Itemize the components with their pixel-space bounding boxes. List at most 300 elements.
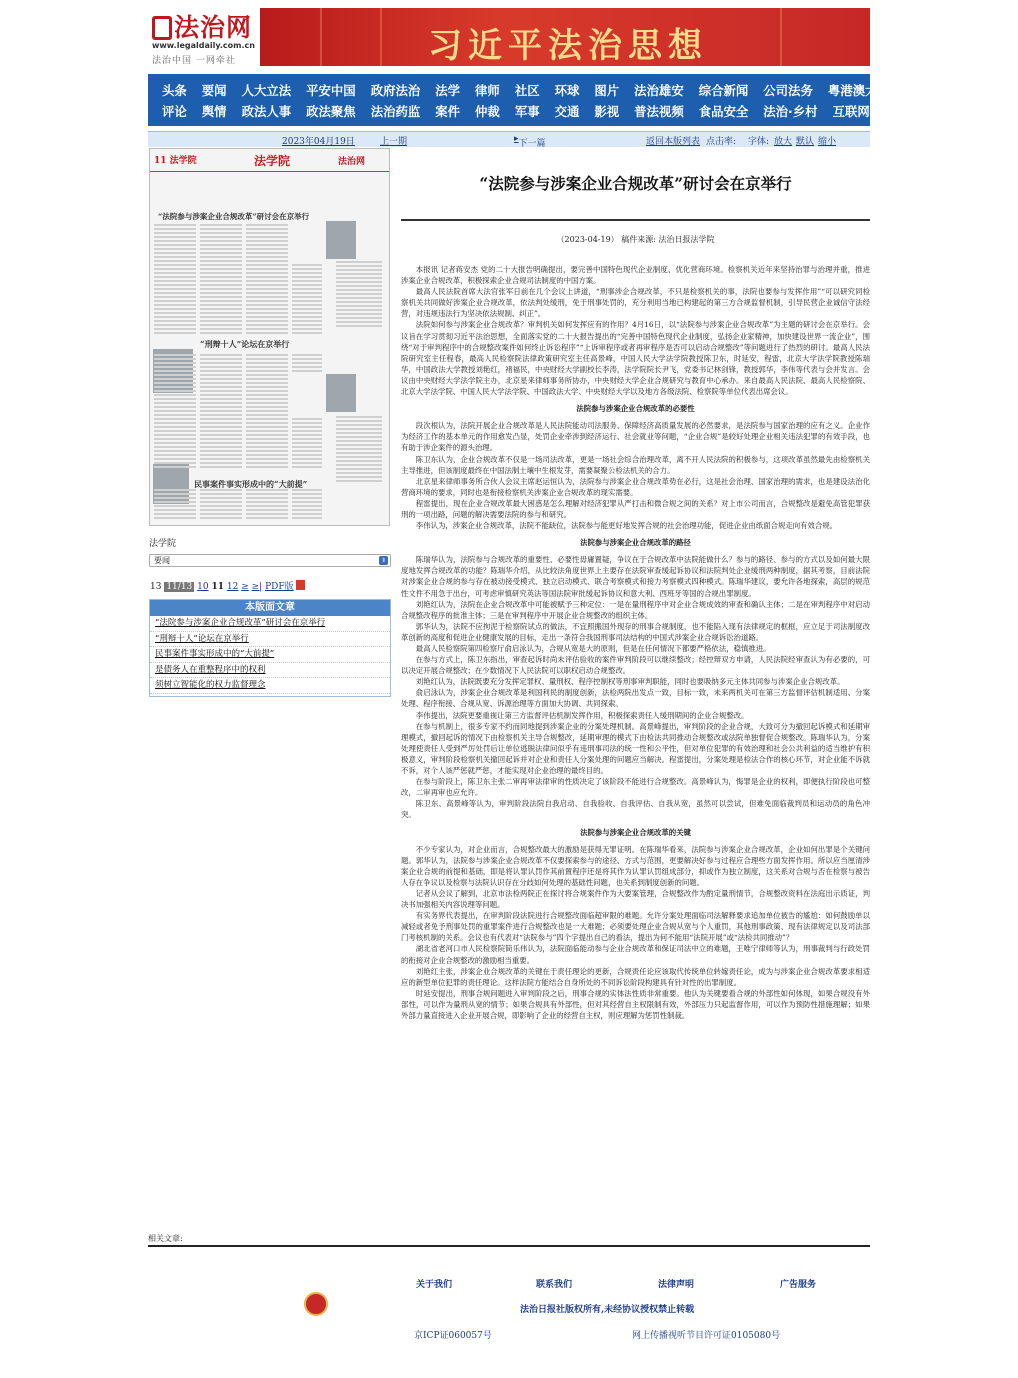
thumb-text-line [246, 434, 288, 436]
thumb-text-line [246, 296, 288, 298]
nav-item[interactable]: 法治药监 [370, 104, 421, 119]
thumb-text-line [246, 410, 288, 412]
thumb-text-line [154, 224, 196, 226]
nav-item[interactable]: 社区 [514, 83, 540, 98]
main-nav [148, 74, 903, 126]
thumb-text-line [200, 497, 242, 499]
thumb-photo [326, 374, 356, 412]
thumb-text-line [292, 264, 322, 266]
thumb-text-line [292, 430, 322, 432]
nav-item[interactable]: 政法人事 [241, 104, 292, 119]
article-subheading: 法院参与涉案企业合规改革的路径 [580, 538, 691, 548]
page-wrapper [148, 0, 903, 1378]
thumb-text-line [154, 228, 196, 230]
thumb-text-line [292, 268, 322, 270]
thumb-text-line [200, 406, 242, 408]
thumb-text-line [336, 432, 382, 434]
thumb-text-line [200, 272, 242, 274]
thumb-text-line [154, 316, 196, 318]
thumb-text-line [246, 358, 288, 360]
newspaper-page-thumbnail[interactable] [149, 148, 390, 526]
article-paragraph: 不少专家认为，对企业而言，合规整改最大的激励是获得无罪证明。在陈瑞华看来，法院参与涉案企业合规改革，企业如何出罪是个关键问题。郭华认为，法院参与涉案企业合规改革不仅要探索参与的途径、方式与范围，更要解决好参与过程应合理些方面发挥作用。所以应当厘清涉案企业合规的前提和基础，即是将认罪认罚作其前置程序还是将其作为认罪认罚组成部分，抑或作为独立制度，这关系对合规与否在检察与被告人存在争议以及检察与法院认识存在分歧如何处理的基础性问题，也关系到制度创新的问题。 [401, 844, 870, 887]
thumb-text-line [200, 244, 242, 246]
thumb-text-line [200, 398, 242, 400]
thumb-text-line [292, 272, 322, 274]
thumb-text-line [154, 252, 196, 254]
article-paragraph: 段次根认为，法院开展企业合规改革是人民法院能动司法服务、保障经济高质量发展的必然要求，是法院参与国家治理的应有之义。企业作为经济工作的基本单元的作用愈发凸显，处罚企业牵涉到经济运行、社会就业等问题，“企业合规”是较好处理企业相关违法犯罪的有效手段，也有助于涉企案件的源头治理。 [401, 421, 870, 453]
thumb-text-line [292, 366, 322, 368]
thumb-text-line [246, 398, 288, 400]
thumb-text-line [154, 264, 196, 266]
thumb-text-line [154, 394, 196, 396]
thumb-text-line [154, 505, 196, 507]
thumb-text-line [246, 224, 288, 226]
thumb-text-line [336, 297, 382, 299]
nav-item[interactable]: 人大立法 [241, 83, 292, 98]
pager-this-page: 11 [211, 582, 224, 592]
nav-item[interactable]: 公司法务 [763, 83, 813, 98]
thumb-text-line [154, 276, 196, 278]
nav-item[interactable]: 仲裁 [475, 104, 500, 119]
issue-date-link[interactable]: 2023年04月19日 [282, 137, 355, 147]
footer-icp[interactable]: 京ICP证060057号 [414, 1331, 492, 1341]
thumb-text-line [154, 390, 196, 392]
thumb-text-line [292, 422, 322, 424]
thumb-text-line [200, 462, 242, 464]
article-subheading: 法院参与涉案企业合规改革的关键 [580, 827, 691, 837]
thumb-text-line [292, 458, 322, 460]
thumb-text-line [336, 321, 382, 323]
article-paragraph: 刘艳红认为，法院既要充分发挥定罪权、量刑权、程序控制权等刑事审判职能，同时也要吸纳多元主体共同参与涉案企业合规改革。 [415, 677, 845, 687]
nav-item[interactable]: 综合新闻 [698, 83, 749, 98]
thumb-text-line [292, 454, 322, 456]
thumb-text-line [200, 378, 242, 380]
thumb-text-line [336, 460, 382, 462]
thumb-text-line [200, 390, 242, 392]
hits-label: 点击率: [706, 137, 737, 147]
font-default-link[interactable]: 默认 [796, 137, 815, 147]
article-paragraph: 记者从会议了解到，北京市法检两院正在探讨将合规案件作为大要案管理，合规整改作为酌定量刑情节，合规整改资料在法庭出示质证，判决书加强相关内容说理等问题。 [401, 888, 870, 910]
pager-current: 11/13 [166, 582, 193, 592]
thumb-text-line [154, 406, 196, 408]
thumb-text-line [154, 366, 196, 368]
thumb-text-line [154, 489, 196, 491]
chevron-down-icon: ⇕ [380, 557, 387, 564]
thumb-text-line [154, 240, 196, 242]
logo-url: www.legaldaily.com.cn [152, 41, 255, 50]
thumb-text-line [246, 264, 288, 266]
thumb-headline-2: “刑辩十人”论坛在京举行 [200, 339, 290, 349]
thumb-text-line [292, 308, 322, 310]
pager-next-page[interactable]: 12 [226, 582, 239, 592]
nav-item[interactable]: 政府法治 [370, 83, 421, 98]
thumb-text-line [200, 276, 242, 278]
thumb-text-line [292, 358, 322, 360]
thumb-text-line [292, 446, 322, 448]
thumb-text-line [292, 312, 322, 314]
nav-item[interactable]: 互联网法治 [832, 104, 895, 119]
thumb-text-line [200, 422, 242, 424]
thumb-text-line [154, 332, 196, 334]
pdf-link[interactable]: PDF版 [265, 582, 294, 592]
thumb-text-line [336, 281, 382, 283]
thumb-text-line [246, 446, 288, 448]
thumb-text-line [246, 276, 288, 278]
nav-item[interactable]: 要闻 [201, 83, 227, 98]
page-select[interactable]: 要闻 ⇕ [149, 554, 391, 567]
nav-item[interactable]: 影视 [594, 104, 620, 119]
thumb-text-line [246, 418, 288, 420]
thumb-text-line [154, 236, 196, 238]
thumb-text-line [154, 232, 196, 234]
thumb-text-line [292, 466, 322, 468]
thumb-text-line [154, 256, 196, 258]
nav-item[interactable]: 律师 [475, 83, 500, 98]
thumb-text-line [154, 450, 196, 452]
thumb-text-line [154, 382, 196, 384]
nav-item[interactable]: 图片 [594, 83, 620, 98]
pager-prev-page[interactable]: 10 [197, 582, 209, 592]
article-paragraph: 在参与机制上，很多专家不约而同地提到涉案企业的分案处理机制。高景峰提出，审判阶段的企业合规，大致可分为撤回起诉模式和延期审理模式，撤回起诉的情况下由检察机关主导合规整改，延期审理的模式下由检法共同推动合规整改或法院单独督促合规整改。陈瑞华认为，分案处理使责任人受到严厉处罚后让单位逃脱法律问似乎有违刑事司法的统一性和公平性，但对单位犯罪的有效治理和社会公共利益的适当维护有积极意义，审判阶段检察机关撤回起诉并对企业和责任人分案处理的问题应当解决。程雷提出，分案处理是检法合作的核心环节，对企业能不诉就不诉，对个人该严惩就严惩，才能实现对企业治理的最终目的。 [401, 721, 870, 776]
pager-last[interactable]: ≥| [251, 582, 263, 592]
thumb-text-line [292, 418, 322, 420]
thumb-text-line [246, 382, 288, 384]
thumb-text-line [336, 452, 382, 454]
thumb-text-line [154, 378, 196, 380]
thumb-text-line [200, 410, 242, 412]
article-title: “法院参与涉案企业合规改革”研讨会在京举行 [479, 174, 792, 193]
logo-title: 法治网 [152, 8, 252, 44]
article-list-item[interactable]: “刑辩十人”论坛在京举行 [150, 632, 390, 648]
thumb-text-line [200, 308, 242, 310]
thumb-text-line [246, 458, 288, 460]
footer-license[interactable]: 网上传播视听节目许可证0105080号 [632, 1331, 781, 1341]
thumb-text-line [154, 292, 196, 294]
article-paragraph: 俞启泳认为，涉案企业合规改革是利国利民的制度创新，法检两院出发点一致，目标一致，未来两机关可在第三方监督评估机制适用、分案处理、程序衔接、合规从宽、诉源治理等方面加大协调、共同探索。 [401, 688, 870, 709]
thumb-text-line [292, 509, 322, 511]
thumb-text-line [336, 436, 382, 438]
thumb-text-line [292, 493, 322, 495]
thumb-text-line [154, 304, 196, 306]
thumb-text-line [336, 285, 382, 287]
site-logo[interactable] [152, 8, 256, 66]
article-paragraph: 法院如何参与涉案企业合规改革？审判机关如何发挥应有的作用？4月16日，以“法院参与涉案企业合规改革”为主题的研讨会在京举行。会议旨在学习贯彻习近平法治思想，全面落实党的二十大报告提出的“完善中国特色现代企业制度，弘扬企业家精神，加快建设世界一流企业”，围绕“对于审判程序中的合规整改案件如何终止诉讼程序”“上诉审程序或者再审程序是否可以启动合规整改”等问题进行了热烈的研讨。最高人民法院研究室主任程春，最高人民检察院法律政策研究室主任高景峰，中国人民大学法学院教授陈卫东，时延安，程雷，北京大学法学院教授陈瑞华，中国政法大学教授刘艳红，褚福民，中央财经大学副校长李涛，法学院院长尹飞，党委书记林剑锋，教授郭华，李伟等代表与会并发言。会议由中央财经大学法学院主办，北京星来律师事务所协办，中央财经大学企业合规研究与教育中心承办。来自最高人民法院、最高人民检察院、北京大学法学院、中国人民大学法学院、中国政法大学、中央财经大学以及地方各级法院、检察院等单位代表出席会议。 [401, 320, 870, 397]
thumb-masthead: 法治网 [338, 157, 366, 167]
thumb-text-line [200, 466, 242, 468]
banner-decoration [380, 8, 382, 66]
thumb-text-line [246, 236, 288, 238]
thumb-text-line [200, 260, 242, 262]
thumb-text-line [292, 505, 322, 507]
thumb-text-line [200, 236, 242, 238]
thumb-text-line [200, 493, 242, 495]
thumb-text-line [246, 466, 288, 468]
font-small-link[interactable]: 缩小 [818, 137, 837, 147]
thumb-text-line [200, 324, 242, 326]
thumb-text-line [200, 509, 242, 511]
thumb-text-line [246, 332, 288, 334]
nav-row-2 [162, 102, 910, 120]
nav-item[interactable]: 普法视频 [634, 104, 684, 119]
thumb-headline-3: 民事案件事实形成中的“大前提” [194, 479, 308, 489]
thumb-text-line [154, 446, 196, 448]
thumb-text-line [246, 394, 288, 396]
thumb-text-line [154, 358, 196, 360]
thumb-text-line [154, 426, 196, 428]
thumb-text-line [200, 296, 242, 298]
thumb-text-line [200, 268, 242, 270]
article-paragraph: 李伟认为，涉案企业合规改革，法院不能缺位，法院参与能更好地发挥合规的社会治理功能，促进企业由纸面合规走向有效合规。 [415, 521, 838, 531]
thumb-text-line [154, 260, 196, 262]
thumb-text-line [246, 430, 288, 432]
thumb-text-line [200, 454, 242, 456]
article-paragraph: 湖北省老河口市人民检察院简乐伟认为，法院面临能动参与企业合规改革和保证司法中立的难题，王唯宁律师等认为，刑事裁判与行政处罚的衔接对企业合规整改的激励相当重要。 [401, 944, 870, 965]
thumb-text-line [336, 269, 382, 271]
thumb-text-line [200, 426, 242, 428]
thumb-text-line [292, 438, 322, 440]
thumb-text-line [246, 386, 288, 388]
nav-item[interactable]: 法治·乡村 [763, 104, 818, 119]
thumb-text-line [336, 464, 382, 466]
thumb-text-line [200, 418, 242, 420]
nav-item[interactable]: 平安中国 [306, 83, 356, 98]
nav-row-1 [162, 81, 917, 99]
thumb-text-line [246, 378, 288, 380]
thumb-text-line [200, 358, 242, 360]
thumb-text-line [200, 228, 242, 230]
footer-link-about[interactable]: 关于我们 [416, 1280, 453, 1290]
thumb-text-line [200, 256, 242, 258]
thumb-text-line [292, 450, 322, 452]
thumb-text-line [154, 414, 196, 416]
nav-item[interactable]: 交通 [554, 104, 580, 119]
thumb-text-line [246, 462, 288, 464]
thumb-text-line [246, 284, 288, 286]
thumb-headline-1: “法院参与涉案企业合规改革”研讨会在京举行 [158, 212, 310, 221]
thumb-text-line [292, 362, 322, 364]
thumb-text-line [200, 320, 242, 322]
thumb-text-line [246, 328, 288, 330]
footer-link-contact[interactable]: 联系我们 [536, 1280, 573, 1290]
thumb-text-line [246, 308, 288, 310]
thumb-text-line [246, 366, 288, 368]
thumb-text-line [154, 248, 196, 250]
thumb-text-line [336, 416, 382, 418]
thumb-text-line [336, 317, 382, 319]
article-paragraph: 陈瑞华认为，法院参与合规改革的重要性、必要性毋庸置疑，争议在于合规改革中法院能做什么？参与的路径、参与的方式以及如何最大限度地发挥合规改革的功能？陈瑞华介绍，从比较法角度世界上主要存在法院审查缓起诉协议和法院判处企业缓刑两种制度，据其考察，目前法院对涉案企业合规的参与存在被动接受模式、独立启动模式、联合考察模式和接力考察模式四种模式。陈瑞华建议，要允许各地探索，高层的规范性文件不用急于出台，可考虑审慎研究英法等国法院审批缓起诉协议和意大利、西班牙等国的合规出罪制度。 [401, 555, 870, 598]
thumb-text-line [200, 402, 242, 404]
thumb-text-line [200, 354, 242, 356]
thumb-text-line [200, 517, 242, 519]
site-header [148, 6, 870, 66]
thumb-text-line [246, 489, 288, 491]
thumb-text-line [336, 313, 382, 315]
thumb-text-line [200, 362, 242, 364]
article-paragraph: 北京星来律师事务所合伙人会议主席赵运恒认为，法院参与涉案企业合规改革势在必行，这是社会治理、国家治理的需求，也是建设法治化营商环境的要求，同时也是衔接检察机关涉案企业合规改革的现实需要。 [401, 476, 870, 497]
thumb-text-line [200, 264, 242, 266]
thumb-text-line [246, 406, 288, 408]
thumb-text-line [154, 362, 196, 364]
thumb-text-line [154, 501, 196, 503]
thumb-text-line [200, 513, 242, 515]
thumb-text-line [154, 422, 196, 424]
thumb-text-line [200, 300, 242, 302]
thumb-text-line [292, 288, 322, 290]
thumb-text-line [292, 280, 322, 282]
thumb-text-line [336, 444, 382, 446]
thumb-text-line [246, 454, 288, 456]
thumb-text-line [200, 280, 242, 282]
logo-mark-icon [152, 16, 172, 40]
thumb-text-line [246, 493, 288, 495]
thumb-text-line [154, 374, 196, 376]
thumb-text-line [246, 390, 288, 392]
thumb-text-line [154, 244, 196, 246]
nav-item[interactable]: 舆情 [201, 104, 227, 119]
thumb-text-line [336, 289, 382, 291]
article-meta: （2023-04-19） 稿件来源: 法治日报法学院 [556, 235, 715, 244]
thumb-text-line [154, 324, 196, 326]
thumb-text-line [292, 517, 322, 519]
nav-item[interactable]: 粤港澳大湾区 [827, 83, 903, 98]
nav-item[interactable]: 案件 [435, 104, 461, 119]
article-paragraph: 本报讯 记者蒋安杰 党的二十大报告明确提出，要完善中国特色现代企业制度、优化营商环境。检察机关近年来坚持治罪与治理并重，推进涉案企业合规改革，积极探索企业合规司法制度的中国方案。 [401, 265, 870, 286]
thumb-text-line [154, 458, 196, 460]
related-articles-label: 相关文章: [148, 1234, 183, 1243]
thumb-text-line [200, 316, 242, 318]
thumb-text-line [154, 517, 196, 519]
thumb-text-line [154, 386, 196, 388]
banner-decoration [320, 8, 322, 66]
article-paragraph: 时延安提出，刑事合规问题进入审判阶段之后，刑事合规的实体法性质非常重要。他认为关键要看合规的外部性如何体现，如果合规没有外部性，可以作为量刑从宽的情节；如果合规具有外部性，但对其经营自主权限制有效，外部压力只起监督作用，可以作为预防性措施理解；如果外部力量直接进入企业开展合规，即影响了企业的经营自主权，则应理解为惩罚性制裁。 [401, 988, 870, 1020]
nav-item[interactable]: 食品安全 [698, 104, 749, 119]
thumb-text-line [200, 284, 242, 286]
thumb-text-line [246, 316, 288, 318]
thumb-text-line [154, 442, 196, 444]
article-list-title: 本版面文章 [150, 600, 390, 616]
thumb-text-line [246, 324, 288, 326]
article-subheading: 法院参与涉案企业合规改革的必要性 [576, 404, 695, 414]
thumb-text-line [246, 260, 288, 262]
police-badge-icon[interactable] [304, 1292, 328, 1316]
thumb-text-line [336, 424, 382, 426]
thumb-text-line [154, 410, 196, 412]
article-paragraph: 最高人民法院首席大法官张军日前在几个会议上讲道，“刑事涉企合规改革，不只是检察机关的事，法院也要参与发挥作用”“可以研究同检察机关共同做好涉案企业合规改革，依法判处缓刑，免于刑事处罚的，充分利用当地已构建起的第三方合规监督机制，引导民营企业诚信守法经营，对违规违法行为坚决依法规制、纠正”。 [401, 287, 870, 319]
thumb-text-line [246, 320, 288, 322]
footer-link-legal[interactable]: 法律声明 [658, 1280, 695, 1290]
thumb-text-line [336, 325, 382, 327]
article-paragraph: 在参与阶段上，陈卫东主张二审再审法律审的性质决定了该阶段不能进行合规整改。高景峰认为，悔罪是企业的权利，即便执行阶段也可整改，二审再审也应允许。 [401, 777, 870, 798]
article-list-item[interactable]: “法院参与涉案企业合规改革”研讨会在京举行 [150, 616, 390, 632]
nav-item[interactable]: 法学 [435, 83, 461, 98]
thumb-text-line [292, 501, 322, 503]
nav-item[interactable]: 军事 [514, 104, 540, 119]
thumb-text-line [292, 332, 322, 334]
thumb-text-line [246, 517, 288, 519]
nav-item[interactable]: 评论 [162, 104, 187, 119]
thumb-text-line [200, 248, 242, 250]
nav-item[interactable]: 法治雄安 [634, 83, 684, 98]
thumb-text-line [246, 256, 288, 258]
thumb-text-line [292, 370, 322, 372]
thumb-text-line [246, 268, 288, 270]
thumb-text-line [154, 328, 196, 330]
thumb-text-line [246, 244, 288, 246]
article-paragraph: 刘艳红主张，涉案企业合规改革的关键在于责任理论的更新，合规责任论应该取代传统单位转嫁责任论，成为与涉案企业合规改革要求相适应的新型单位犯罪的责任理论。这样法院方能结合自身所处的不同诉讼阶段构建具有针对性的出罪制度。 [401, 966, 870, 987]
thumb-text-line [200, 430, 242, 432]
thumb-text-line [200, 240, 242, 242]
pager-next[interactable]: ≥ [241, 582, 249, 592]
thumb-text-line [154, 296, 196, 298]
nav-item[interactable]: 环球 [554, 83, 580, 98]
thumb-text-line [336, 301, 382, 303]
thumb-text-line [200, 442, 242, 444]
back-to-list-link[interactable]: 返回本版列表 [646, 137, 701, 147]
footer-link-ads[interactable]: 广告服务 [780, 1280, 817, 1290]
thumb-text-line [154, 280, 196, 282]
article-paragraph: 李伟提出，法院更要重视让第三方监督评估机制发挥作用，积极探索责任人缓刑期间的企业合规整改。 [415, 710, 749, 720]
thumb-text-line [292, 320, 322, 322]
thumb-text-line [292, 328, 322, 330]
nav-item[interactable]: 政法聚焦 [306, 104, 356, 119]
thumb-text-line [200, 374, 242, 376]
thumb-text-line [246, 414, 288, 416]
thumb-text-line [154, 462, 196, 464]
header-banner[interactable] [260, 8, 870, 66]
font-label: 字体: [748, 137, 770, 147]
thumb-text-line [292, 426, 322, 428]
thumb-text-line [200, 304, 242, 306]
thumb-text-line [246, 438, 288, 440]
thumb-text-line [154, 272, 196, 274]
article-list-item[interactable]: 是债务人在重整程序中的权利 [150, 663, 390, 679]
thumb-text-line [336, 456, 382, 458]
thumb-text-line [246, 272, 288, 274]
footer-copyright: 法治日报社版权所有,未经协议授权禁止转载 [520, 1305, 695, 1315]
thumb-text-line [200, 450, 242, 452]
thumb-text-line [246, 312, 288, 314]
pdf-icon[interactable] [296, 580, 305, 590]
font-big-link[interactable]: 放大 [774, 137, 793, 147]
nav-item[interactable]: 头条 [162, 83, 187, 98]
thumb-text-line [154, 493, 196, 495]
thumb-text-line [200, 292, 242, 294]
prev-issue-link[interactable]: 上一期 [380, 137, 408, 147]
thumb-text-line [246, 304, 288, 306]
article-paragraph: 最高人民检察院第四检察厅俞启泳认为，合规从宽是大的原则，但是在任何情况下都要严格依法，稳慎推进。 [415, 644, 771, 653]
thumb-text-line [200, 446, 242, 448]
thumb-text-line [154, 402, 196, 404]
article-list-item[interactable]: 须树立智能化的权力监督理念 [150, 678, 390, 694]
article-paragraph: 陈卫东认为，企业合规改革不仅是一场司法改革，更是一场社会综合治理改革，离不开人民法院的积极参与，这项改革虽然最先由检察机关主导推进，但该制度最终在中国法制土壤中生根发芽，需要凝聚公检法机关的合力。 [401, 454, 870, 475]
thumb-text-line [246, 228, 288, 230]
footer-divider [148, 1245, 870, 1247]
logo-slogan: 法治中国 一网牵社 [152, 56, 236, 66]
thumb-text-line [154, 300, 196, 302]
thumb-text-line [246, 252, 288, 254]
thumb-text-line [336, 476, 382, 478]
next-article-link[interactable]: ▸ 下一篇 [514, 134, 546, 149]
thumb-text-line [246, 248, 288, 250]
thumb-text-line [292, 497, 322, 499]
thumb-text-line [292, 300, 322, 302]
thumb-text-line [200, 414, 242, 416]
article-list-item[interactable]: 民事案件事实形成中的“大前提” [150, 647, 390, 663]
thumb-text-line [336, 428, 382, 430]
article-paragraph: 陈卫东、高景峰等认为，审判阶段法院自我启动、自我验收、自我评估、自我从宽，虽然可以尝试，但难免面临裁判员和运动员的角色冲突。 [401, 799, 870, 820]
thumb-text-line [200, 501, 242, 503]
thumb-text-line [154, 438, 196, 440]
